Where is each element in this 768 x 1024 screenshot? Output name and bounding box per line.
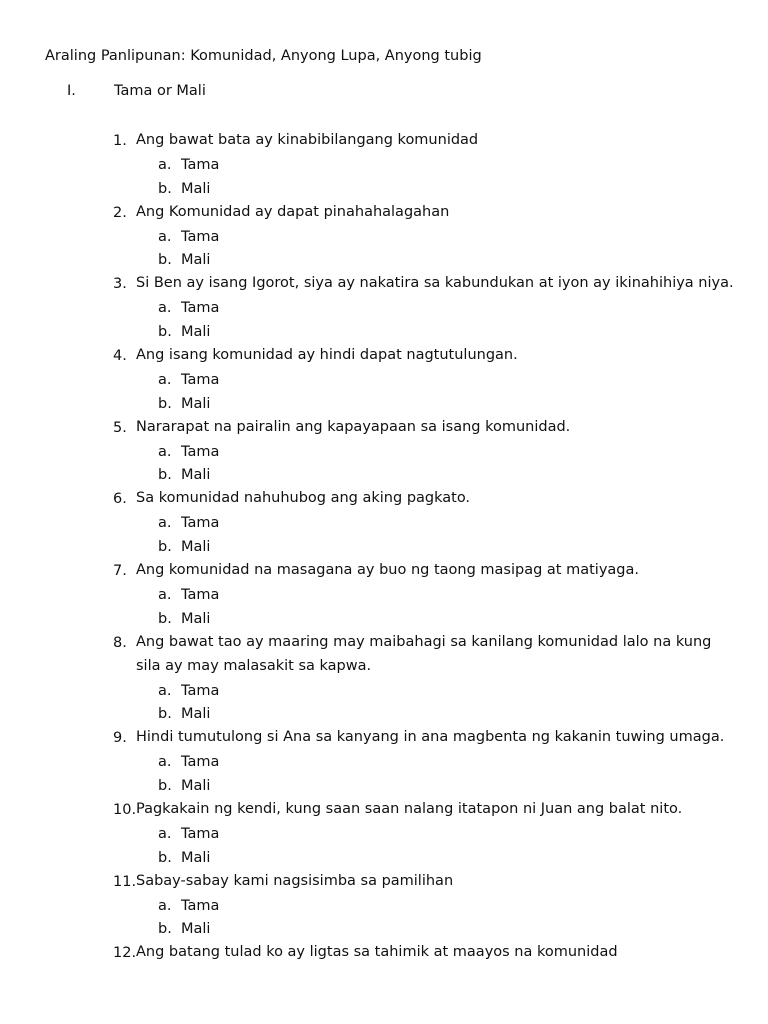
- question-number: 6.: [113, 491, 127, 508]
- choice-item[interactable]: [0, 322, 768, 346]
- choice-letter: b.: [158, 395, 172, 412]
- choice-item[interactable]: [0, 752, 768, 776]
- choice-letter: a.: [158, 515, 172, 532]
- choice-item[interactable]: [0, 776, 768, 800]
- question-number: 3.: [113, 276, 127, 293]
- choice-list: [0, 681, 768, 729]
- choice-list: [0, 370, 768, 418]
- choice-letter: a.: [158, 586, 172, 603]
- choice-text: Mali: [181, 849, 211, 866]
- choice-letter: b.: [158, 252, 172, 269]
- question-text: Ang Komunidad ay dapat pinahahalagahan: [136, 203, 450, 220]
- choice-text: Mali: [181, 252, 211, 269]
- choice-item[interactable]: [0, 465, 768, 489]
- choice-item[interactable]: [0, 298, 768, 322]
- choice-item[interactable]: [0, 370, 768, 394]
- choice-list: [0, 752, 768, 800]
- question-number: 8.: [113, 634, 127, 651]
- question-item: [0, 203, 768, 275]
- choice-text: Mali: [181, 610, 211, 627]
- choice-list: [0, 513, 768, 561]
- choice-letter: a.: [158, 443, 172, 460]
- choice-list: [0, 896, 768, 944]
- question-text: Nararapat na pairalin ang kapayapaan sa isang komunidad.: [136, 418, 571, 435]
- choice-list: [0, 298, 768, 346]
- question-item: [0, 633, 768, 729]
- choice-item[interactable]: [0, 919, 768, 943]
- choice-text: Mali: [181, 180, 211, 197]
- question-number: 2.: [113, 204, 127, 221]
- choice-letter: a.: [158, 825, 172, 842]
- choice-text: Mali: [181, 706, 211, 723]
- question-item: [0, 943, 768, 967]
- question-item: [0, 561, 768, 633]
- choice-text: Tama: [181, 371, 220, 388]
- document-title: Araling Panlipunan: Komunidad, Anyong Lupa, Anyong tubig: [45, 48, 482, 64]
- choice-item[interactable]: [0, 537, 768, 561]
- choice-item[interactable]: [0, 155, 768, 179]
- question-item: [0, 489, 768, 561]
- question-item: [0, 346, 768, 418]
- question-number: 4.: [113, 348, 127, 365]
- question-text: Hindi tumutulong si Ana sa kanyang in ana magbenta ng kakanin tuwing umaga.: [136, 729, 725, 746]
- choice-letter: b.: [158, 467, 172, 484]
- choice-item[interactable]: [0, 848, 768, 872]
- question-number: 5.: [113, 419, 127, 436]
- choice-text: Mali: [181, 395, 211, 412]
- question-list: [0, 131, 768, 967]
- question-number: 1.: [113, 133, 127, 149]
- choice-list: [0, 227, 768, 275]
- choice-item[interactable]: [0, 896, 768, 920]
- question-text: Pagkakain ng kendi, kung saan saan nalang itatapon ni Juan ang balat nito.: [136, 800, 683, 817]
- choice-letter: a.: [158, 754, 172, 771]
- choice-text: Mali: [181, 539, 211, 556]
- choice-text: Mali: [181, 778, 211, 795]
- choice-letter: b.: [158, 921, 172, 938]
- choice-list: [0, 585, 768, 633]
- choice-item[interactable]: [0, 250, 768, 274]
- choice-letter: a.: [158, 156, 172, 173]
- question-item: [0, 131, 768, 203]
- question-item: [0, 274, 768, 346]
- choice-text: Mali: [181, 467, 211, 484]
- question-text: Si Ben ay isang Igorot, siya ay nakatira sa kabundukan at iyon ay ikinahihiya niya.: [136, 275, 734, 292]
- choice-letter: a.: [158, 897, 172, 914]
- choice-text: Tama: [181, 825, 220, 842]
- choice-list: [0, 824, 768, 872]
- choice-list: [0, 155, 768, 203]
- choice-letter: b.: [158, 610, 172, 627]
- question-text: Sabay-sabay kami nagsisimba sa pamilihan: [136, 872, 454, 889]
- choice-text: Tama: [181, 586, 220, 603]
- choice-text: Tama: [181, 300, 220, 317]
- choice-letter: b.: [158, 849, 172, 866]
- choice-letter: b.: [158, 778, 172, 795]
- question-text: Ang isang komunidad ay hindi dapat nagtutulungan.: [136, 347, 518, 364]
- choice-item[interactable]: [0, 179, 768, 203]
- choice-item[interactable]: [0, 442, 768, 466]
- choice-text: Mali: [181, 921, 211, 938]
- question-item: [0, 728, 768, 800]
- question-text: Sa komunidad nahuhubog ang aking pagkato.: [136, 490, 471, 507]
- question-item: [0, 418, 768, 490]
- choice-text: Tama: [181, 897, 220, 914]
- choice-text: Tama: [181, 228, 220, 245]
- choice-letter: a.: [158, 682, 172, 699]
- question-text: Ang batang tulad ko ay ligtas sa tahimik at maayos na komunidad: [136, 944, 618, 961]
- question-text: Ang bawat tao ay maaring may maibahagi sa kanilang komunidad lalo na kung sila ay may malasakit sa kapwa.: [136, 633, 712, 674]
- choice-text: Tama: [181, 443, 220, 460]
- choice-text: Tama: [181, 515, 220, 532]
- section-label: Tama or Mali: [114, 83, 206, 99]
- question-text: Ang bawat bata ay kinabibilangang komunidad: [136, 132, 479, 148]
- choice-item[interactable]: [0, 513, 768, 537]
- question-text: Ang komunidad na masagana ay buo ng taong masipag at matiyaga.: [136, 562, 639, 579]
- choice-text: Tama: [181, 754, 220, 771]
- question-number: 12.: [113, 945, 137, 962]
- question-number: 7.: [113, 563, 127, 580]
- choice-item[interactable]: [0, 704, 768, 728]
- choice-letter: b.: [158, 324, 172, 341]
- choice-item[interactable]: [0, 227, 768, 251]
- question-number: 11.: [113, 873, 137, 890]
- choice-letter: b.: [158, 706, 172, 723]
- choice-letter: b.: [158, 539, 172, 556]
- question-number: 9.: [113, 730, 127, 747]
- choice-list: [0, 442, 768, 490]
- choice-letter: a.: [158, 300, 172, 317]
- question-number: 10.: [113, 801, 137, 818]
- choice-item[interactable]: [0, 394, 768, 418]
- choice-text: Tama: [181, 682, 220, 699]
- section-number: I.: [67, 83, 76, 99]
- question-item: [0, 872, 768, 944]
- choice-item[interactable]: [0, 681, 768, 705]
- choice-letter: b.: [158, 180, 172, 197]
- choice-text: Tama: [181, 156, 220, 173]
- choice-item[interactable]: [0, 824, 768, 848]
- question-item: [0, 800, 768, 872]
- choice-item[interactable]: [0, 585, 768, 609]
- choice-item[interactable]: [0, 609, 768, 633]
- choice-letter: a.: [158, 371, 172, 388]
- choice-letter: a.: [158, 228, 172, 245]
- choice-text: Mali: [181, 324, 211, 341]
